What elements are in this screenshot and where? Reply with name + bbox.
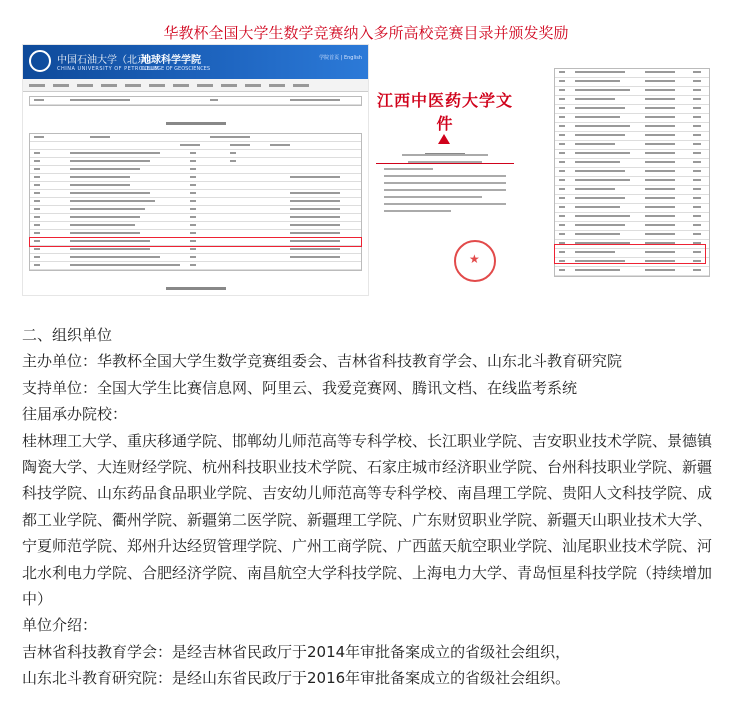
section-title: 二、组织单位 xyxy=(22,326,113,344)
header-links: 学院首页 | English xyxy=(319,55,362,61)
star-icon xyxy=(438,134,450,144)
supporter-line: 支持单位：全国大学生比赛信息网、阿里云、我爱竞赛网、腾讯文档、在线监考系统 xyxy=(22,378,578,397)
university-seal-icon xyxy=(29,50,51,72)
competition-table-top xyxy=(29,96,362,106)
university-name-en: CHINA UNIVERSITY OF PETROLEUM xyxy=(57,66,160,72)
jilin-society-intro: 吉林省科技教育学会：是经吉林省民政厅于2014年审批备案成立的省级社会组织， xyxy=(22,642,571,661)
table-caption xyxy=(23,110,368,129)
university-name: 中国石油大学（北京） xyxy=(57,55,157,66)
competition-table xyxy=(29,133,362,271)
document-issuer-title: 江西中医药大学文件 xyxy=(376,91,513,133)
official-seal-icon xyxy=(454,240,496,282)
department-name-en: COLLEGE OF GEOSCIENCES xyxy=(141,66,211,72)
official-document xyxy=(370,74,520,294)
shandong-institute-intro: 山东北斗教育研究院：是经山东省民政厅于2016年审批备案成立的省级社会组织。 xyxy=(22,669,571,688)
organization-intro-label: 单位介绍： xyxy=(22,616,98,635)
university-website-screenshot xyxy=(22,44,369,296)
image-collage xyxy=(22,44,712,294)
competition-list-page xyxy=(552,66,712,294)
site-nav xyxy=(23,79,368,92)
headline: 华教杯全国大学生数学竞赛纳入多所高校竞赛目录并颁发奖励 xyxy=(163,24,569,42)
document-body xyxy=(384,154,506,217)
host-schools-list: 桂林理工大学、重庆移通学院、邯郸幼儿师范高等专科学校、长江职业学院、吉安职业技术学院、景德镇陶瓷大学、大连财经学院、杭州科技职业技术学院、石家庄城市经济职业学院、台州科技职业学院、新疆科技学院、山东药品食品职业学院、吉安幼儿师范高等专科学校、南昌理工学院、贵阳人文科技学院、成都工业学院、衢州学院、新疆第二医学院、新疆理工学院、广东财贸职业学院、新疆天山职业技术大学、宁夏师范学院、郑州升达经贸管理学院、广州工商学院、广西蓝天航空职业学院、汕尾职业技术学院、河北水利电力学院、合肥经济学院、南昌航空大学科技学院、上海电力大学、青岛恒星科技学院（持续增加中） xyxy=(22,431,713,609)
department-name: 地球科学学院 xyxy=(141,55,201,66)
organizer-line: 主办单位：华教杯全国大学生数学竞赛组委会、吉林省科技教育学会、山东北斗教育研究院 xyxy=(22,352,623,371)
table-caption-2 xyxy=(23,275,368,294)
highlight-box xyxy=(554,244,706,264)
article-body xyxy=(22,322,712,692)
highlighted-row xyxy=(30,238,361,246)
university-banner xyxy=(23,45,368,79)
host-schools-label: 往届承办院校： xyxy=(22,405,128,424)
